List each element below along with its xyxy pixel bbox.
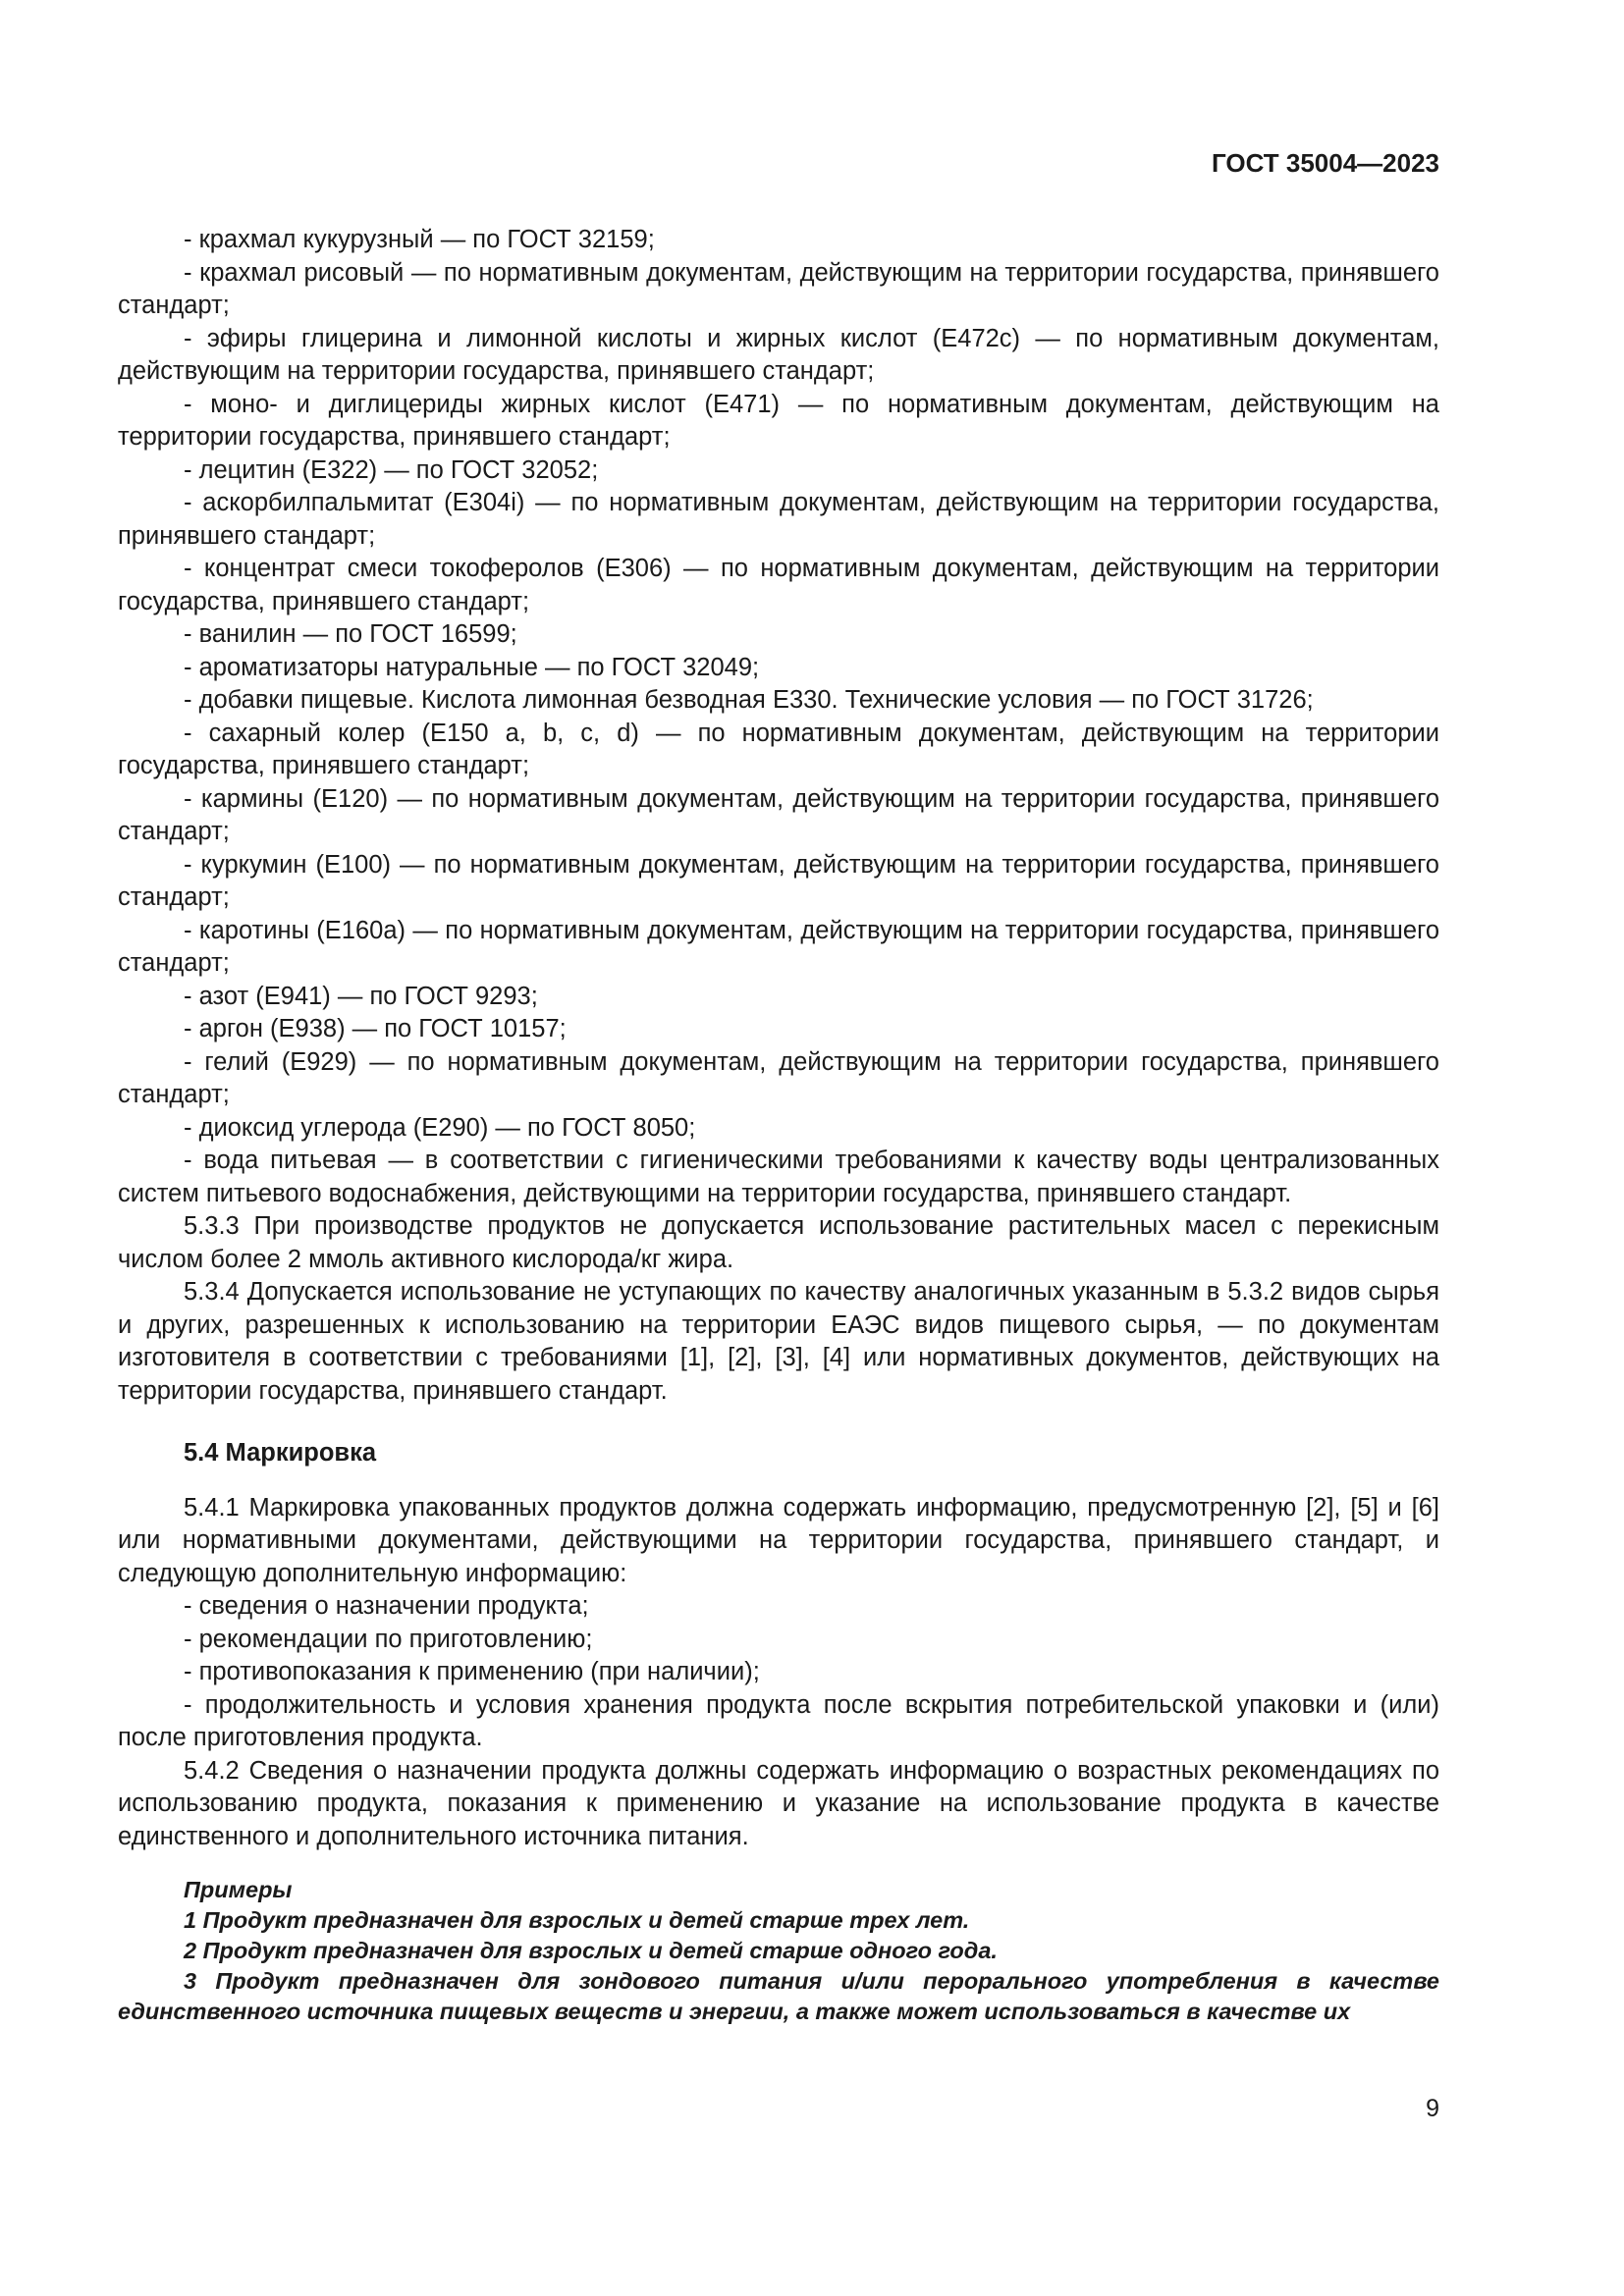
list-item: - аскорбилпальмитат (Е304i) — по нормативным документам, действующим на территории государства, принявшего стандарт; [118, 489, 1439, 550]
list-item: - эфиры глицерина и лимонной кислоты и жирных кислот (Е472с) — по нормативным документам, действующим на территории государства, принявшего стандарт; [118, 324, 1439, 385]
list-item: - аргон (Е938) — по ГОСТ 10157; [184, 1015, 567, 1042]
labeling-info-list [118, 1590, 1439, 1755]
example-item: 3 Продукт предназначен для зондового питания и/или перорального употребления в качестве единственного источника пищевых веществ и энергии, а также может использоваться в качестве их [118, 1968, 1439, 2024]
list-item: - вода питьевая — в соответствии с гигиеническими требованиями к качеству воды централизованных систем питьевого водоснабжения, действующими на территории государства, принявшего стандарт. [118, 1147, 1439, 1207]
list-item: - добавки пищевые. Кислота лимонная безводная Е330. Технические условия — по ГОСТ 31726; [184, 686, 1314, 714]
list-item: - ванилин — по ГОСТ 16599; [184, 620, 517, 648]
list-item: - сведения о назначении продукта; [184, 1592, 589, 1620]
document-code-header: ГОСТ 35004—2023 [1212, 148, 1439, 178]
list-item: - каротины (Е160а) — по нормативным документам, действующим на территории государства, принявшего стандарт; [118, 916, 1439, 977]
list-item: - куркумин (Е100) — по нормативным документам, действующим на территории государства, принявшего стандарт; [118, 850, 1439, 911]
list-item: - крахмал кукурузный — по ГОСТ 32159; [184, 226, 655, 253]
list-item: - противопоказания к применению (при наличии); [184, 1658, 760, 1685]
clause-5-3-3: 5.3.3 При производстве продуктов не допускается использование растительных масел с перекисным числом более 2 ммоль активного кислорода/кг жира. [118, 1212, 1439, 1273]
list-item: - лецитин (Е322) — по ГОСТ 32052; [184, 455, 599, 484]
list-item: - гелий (Е929) — по нормативным документам, действующим на территории государства, принявшего стандарт; [118, 1047, 1439, 1108]
ingredient-list [118, 224, 1439, 1210]
examples-block [118, 1875, 1439, 2027]
clause-5-4-2: 5.4.2 Сведения о назначении продукта должны содержать информацию о возрастных рекомендациях по использованию продукта, показания к применению и указание на использование продукта в качестве единственного и дополнительного источника питания. [118, 1756, 1439, 1850]
list-item: - крахмал рисовый — по нормативным документам, действующим на территории государства, принявшего стандарт; [118, 258, 1439, 319]
clause-5-3-4: 5.3.4 Допускается использование не уступающих по качеству аналогичных указанным в 5.3.2 видов сырья и других, разрешенных к использованию на территории ЕАЭС видов пищевого сырья, — по документам изготовителя в соответствии с требованиями [1], [2], [3], [4] или нормативных документов, действующих на территории государства, принявшего стандарт. [118, 1278, 1439, 1405]
example-item: 1 Продукт предназначен для взрослых и детей старше трех лет. [184, 1907, 970, 1933]
list-item: - продолжительность и условия хранения продукта после вскрытия потребительской упаковки и (или) после приготовления продукта. [118, 1690, 1439, 1751]
page-number: 9 [1426, 2095, 1439, 2122]
list-item: - азот (Е941) — по ГОСТ 9293; [184, 982, 538, 1010]
clause-5-4-1: 5.4.1 Маркировка упакованных продуктов должна содержать информацию, предусмотренную [2], [5] и [6] или нормативными документами, действующими на территории государства, принявшего стандарт, и следующую дополнительную информацию: [118, 1493, 1439, 1587]
page-body [118, 224, 1439, 2027]
list-item: - моно- и диглицериды жирных кислот (Е471) — по нормативным документам, действующим на территории государства, принявшего стандарт; [118, 390, 1439, 451]
list-item: - рекомендации по приготовлению; [184, 1625, 593, 1653]
list-item: - сахарный колер (Е150 a, b, c, d) — по нормативным документам, действующим на территории государства, принявшего стандарт; [118, 719, 1439, 779]
examples-title: Примеры [184, 1877, 293, 1902]
list-item: - диоксид углерода (Е290) — по ГОСТ 8050; [184, 1113, 696, 1142]
example-item: 2 Продукт предназначен для взрослых и детей старше одного года. [184, 1938, 998, 1963]
list-item: - концентрат смеси токоферолов (Е306) — по нормативным документам, действующим на территории государства, принявшего стандарт; [118, 555, 1439, 615]
list-item: - ароматизаторы натуральные — по ГОСТ 32049; [184, 653, 760, 681]
section-heading-5-4: 5.4 Маркировка [184, 1439, 377, 1467]
list-item: - кармины (Е120) — по нормативным документам, действующим на территории государства, принявшего стандарт; [118, 784, 1439, 845]
